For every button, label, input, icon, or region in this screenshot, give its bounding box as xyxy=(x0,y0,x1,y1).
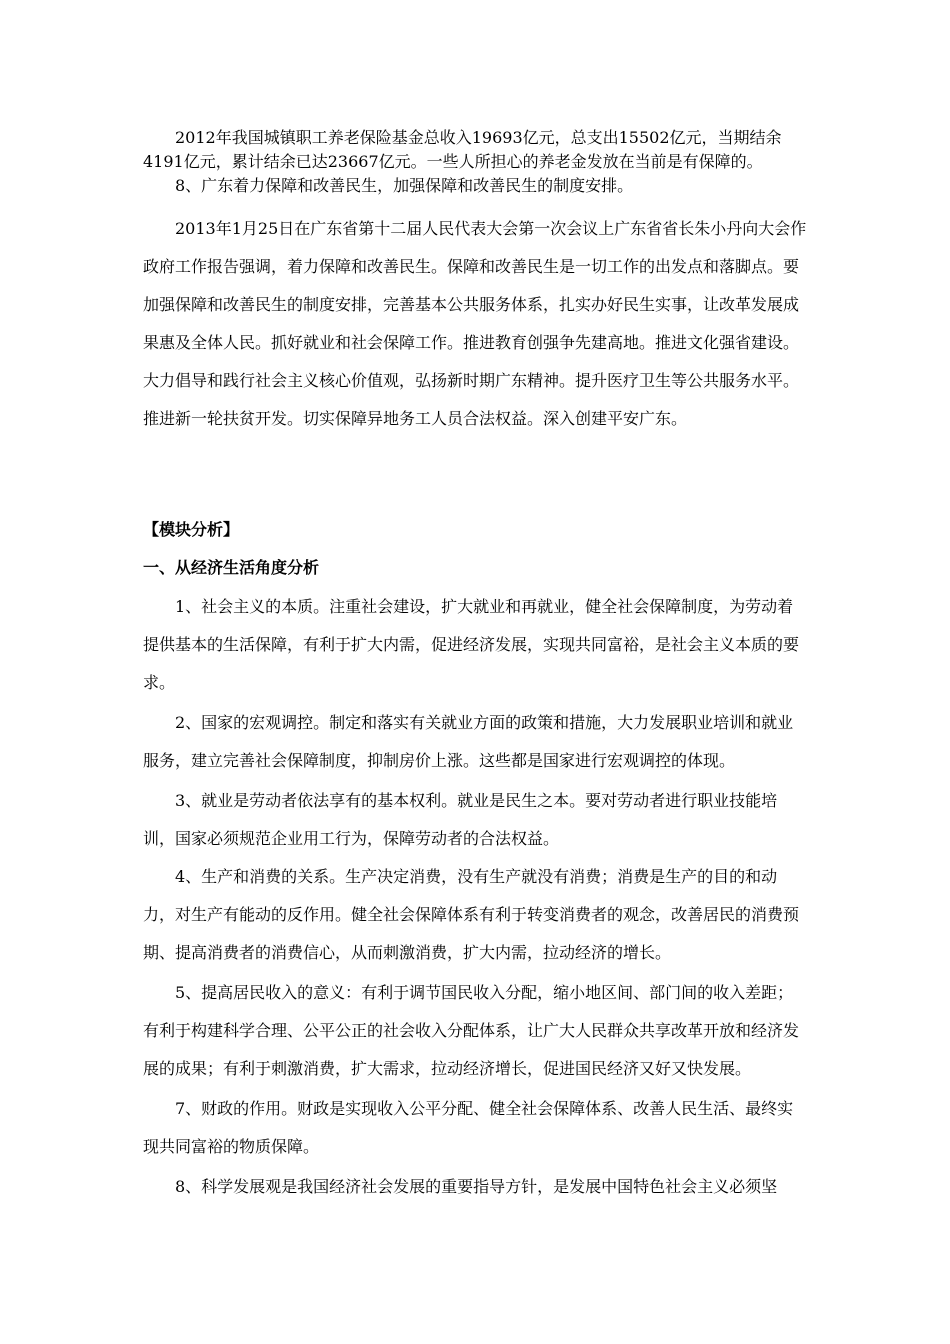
economic-life-heading: 一、从经济生活角度分析 xyxy=(143,558,320,577)
paragraph-pension-fund: 2012年我国城镇职工养老保险基金总收入19693亿元，总支出15502亿元，当期结余4191亿元，累计结余已达23667亿元。一些人所担心的养老金发放在当前是有保障的。 xyxy=(143,128,782,171)
paragraph-guangdong-heading: 8、广东着力保障和改善民生，加强保障和改善民生的制度安排。 xyxy=(175,176,634,195)
analysis-item-5: 5、提高居民收入的意义：有利于调节国民收入分配，缩小地区间、部门间的收入差距；有利于构建科学合理、公平公正的社会收入分配体系，让广大人民群众共享改革开放和经济发展的成果；有利于刺激消费，扩大需求，拉动经济增长，促进国民经济又好又快发展。 xyxy=(143,983,800,1078)
analysis-item-2: 2、国家的宏观调控。制定和落实有关就业方面的政策和措施，大力发展职业培训和就业服务，建立完善社会保障制度，抑制房价上涨。这些都是国家进行宏观调控的体现。 xyxy=(143,713,794,770)
paragraph-government-report: 2013年1月25日在广东省第十二届人民代表大会第一次会议上广东省省长朱小丹向大会作政府工作报告强调，着力保障和改善民生。保障和改善民生是一切工作的出发点和落脚点。要加强保障和改善民生的制度安排，完善基本公共服务体系，扎实办好民生实事，让改革发展成果惠及全体人民。抓好就业和社会保障工作。推进教育创强争先建高地。推进文化强省建设。大力倡导和践行社会主义核心价值观，弘扬新时期广东精神。提升医疗卫生等公共服务水平。推进新一轮扶贫开发。切实保障异地务工人员合法权益。深入创建平安广东。 xyxy=(143,219,807,428)
analysis-item-7: 7、财政的作用。财政是实现收入公平分配、健全社会保障体系、改善人民生活、最终实现共同富裕的物质保障。 xyxy=(143,1099,794,1156)
analysis-item-4: 4、生产和消费的关系。生产决定消费，没有生产就没有消费；消费是生产的目的和动力，对生产有能动的反作用。健全社会保障体系有利于转变消费者的观念，改善居民的消费预期、提高消费者的消费信心，从而刺激消费，扩大内需，拉动经济的增长。 xyxy=(143,867,800,962)
module-analysis-heading: 【模块分析】 xyxy=(143,520,240,539)
analysis-item-3: 3、就业是劳动者依法享有的基本权利。就业是民生之本。要对劳动者进行职业技能培训，国家必须规范企业用工行为，保障劳动者的合法权益。 xyxy=(143,791,778,848)
analysis-item-8: 8、科学发展观是我国经济社会发展的重要指导方针，是发展中国特色社会主义必须坚 xyxy=(175,1177,778,1196)
analysis-item-1: 1、社会主义的本质。注重社会建设，扩大就业和再就业，健全社会保障制度，为劳动着提供基本的生活保障，有利于扩大内需，促进经济发展，实现共同富裕，是社会主义本质的要求。 xyxy=(143,597,800,692)
